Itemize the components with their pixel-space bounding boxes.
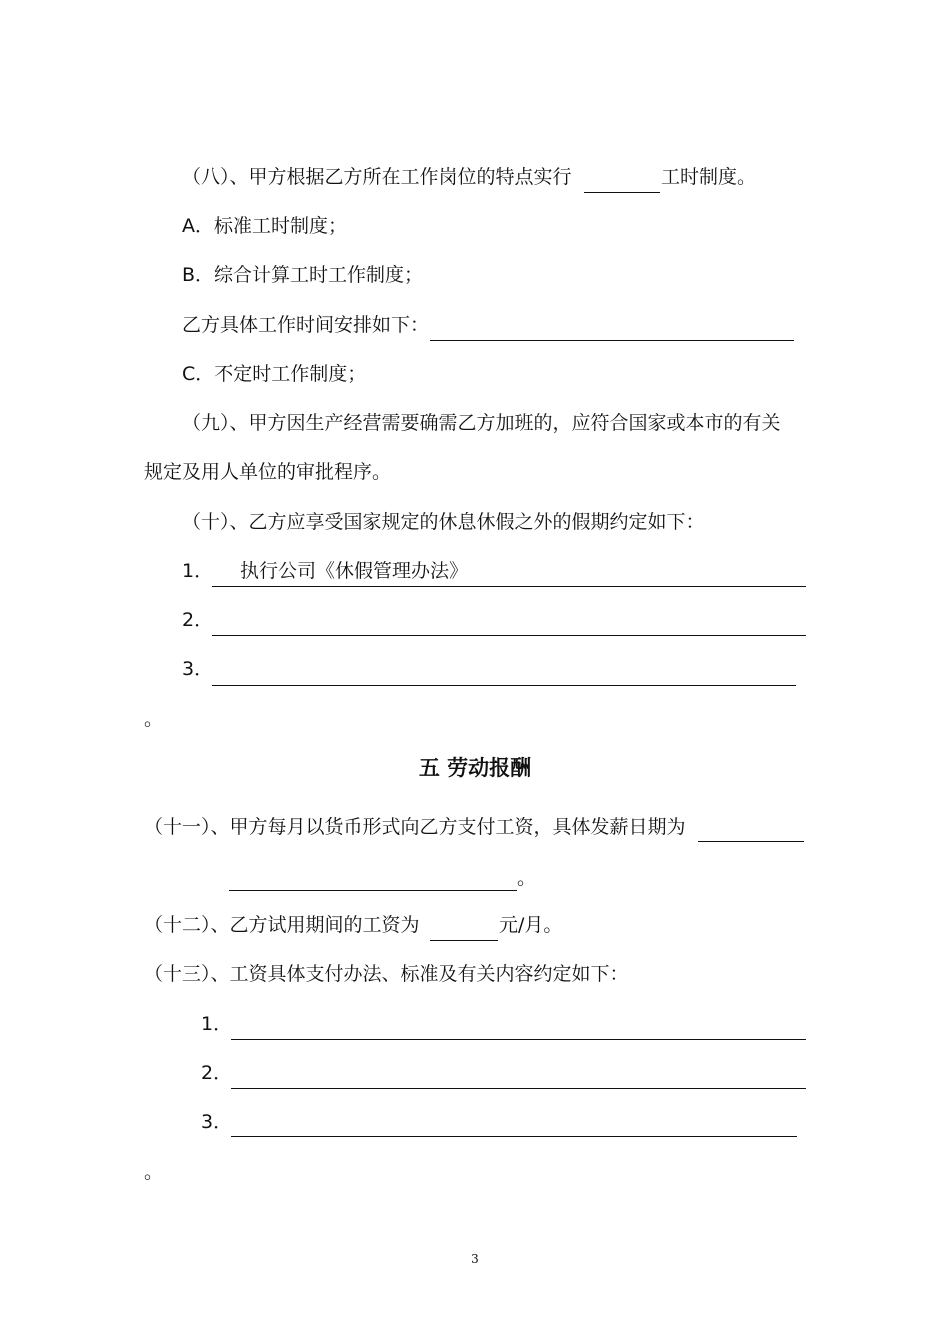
salary-item-number: 3．: [201, 1111, 233, 1133]
salary-item-number: 2．: [201, 1062, 233, 1084]
clause-13-end: 。: [144, 1161, 164, 1183]
clause-8-suffix: 工时制度。: [661, 166, 757, 188]
clause-13-text: （十三）、工资具体支付办法、标准及有关内容约定如下：: [144, 963, 629, 985]
page-number: 3: [471, 1252, 479, 1266]
payday-blank[interactable]: [698, 841, 804, 842]
clause-10-end: 。: [144, 708, 164, 730]
clause-8-text: （八）、甲方根据乙方所在工作岗位的特点实行: [182, 166, 572, 188]
option-c: C．不定时工作制度；: [182, 363, 367, 385]
option-b: B．综合计算工时工作制度；: [182, 264, 424, 286]
leave-item-number: 3．: [182, 658, 214, 680]
clause-9-line2: 规定及用人单位的审批程序。: [144, 461, 392, 483]
leave-item-text: 执行公司《休假管理办法》: [240, 560, 469, 582]
leave-item-blank[interactable]: [212, 685, 796, 686]
section-title: 五 劳动报酬: [418, 756, 532, 780]
option-a: A．标准工时制度；: [182, 215, 347, 237]
salary-item-blank[interactable]: [231, 1039, 806, 1040]
clause-9-line1: （九）、甲方因生产经营需要确需乙方加班的，应符合国家或本市的有关: [182, 412, 781, 434]
clause-12-suffix: 元/月。: [499, 914, 563, 936]
clause-12-text: （十二）、乙方试用期间的工资为: [144, 914, 420, 936]
work-time-arrangement-label: 乙方具体工作时间安排如下：: [182, 314, 430, 336]
work-time-arrangement-blank[interactable]: [430, 340, 794, 341]
payday-blank-continued[interactable]: [229, 890, 517, 891]
clause-11-text: （十一）、甲方每月以货币形式向乙方支付工资，具体发薪日期为: [144, 816, 686, 838]
leave-item-number: 2．: [182, 609, 214, 631]
clause-8-blank[interactable]: [584, 192, 660, 193]
leave-item-blank[interactable]: [212, 586, 806, 587]
leave-item-number: 1．: [182, 560, 214, 582]
probation-salary-blank[interactable]: [430, 940, 498, 941]
clause-11-end: 。: [517, 867, 537, 889]
salary-item-number: 1．: [201, 1013, 233, 1035]
salary-item-blank[interactable]: [231, 1088, 806, 1089]
clause-10-text: （十）、乙方应享受国家规定的休息休假之外的假期约定如下：: [182, 511, 705, 533]
salary-item-blank[interactable]: [231, 1136, 797, 1137]
leave-item-blank[interactable]: [212, 635, 806, 636]
